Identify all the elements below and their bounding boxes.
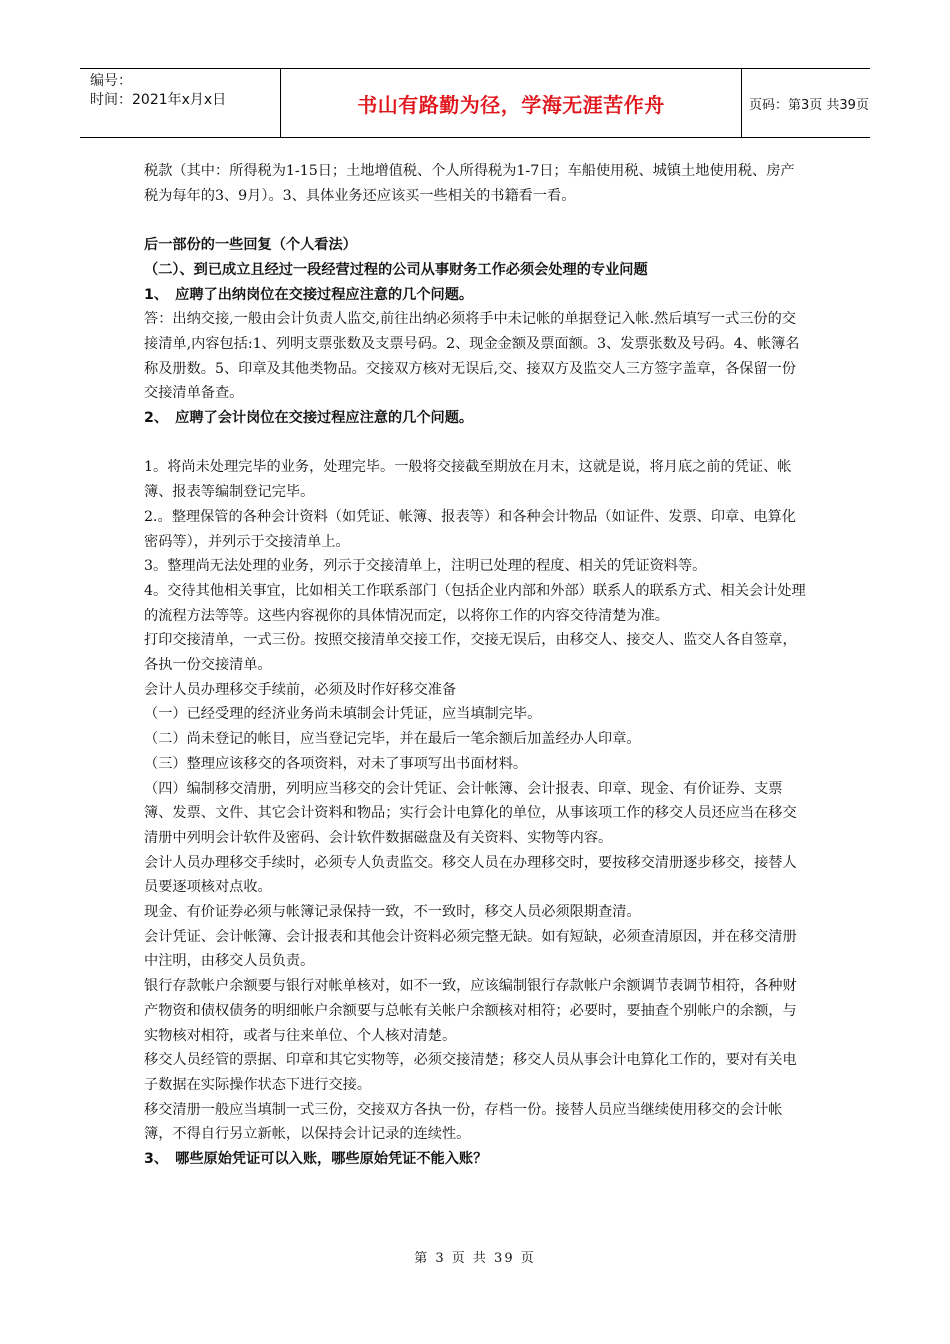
answer-paragraph: 银行存款帐户余额要与银行对帐单核对，如不一致，应该编制银行存款帐户余额调节表调节相符，各种财产物资和债权债务的明细帐户余额要与总帐有关帐户余额核对相符；必要时，要抽查个别帐户的余额，与实物核对相符，或者与往来单位、个人核对清楚。 <box>144 978 797 1044</box>
serial-label: 编号： <box>90 73 132 89</box>
intro-paragraph: 税款（其中：所得税为1-15日；土地增值税、个人所得税为1-7日；车船使用税、城镇土地使用税、房产税为每年的3、9月）。3、具体业务还应该买一些相关的书籍看一看。 <box>144 163 795 204</box>
answer-paragraph: 会计人员办理移交手续时，必须专人负责监交。移交人员在办理移交时，要按移交清册逐步移交，接替人员要逐项核对点收。 <box>144 854 797 896</box>
question-1-answer: 答：出纳交接,一般由会计负责人监交,前往出纳必须将手中未记帐的单据登记入帐.然后填写一式三份的交接清单,内容包括:1、列明支票张数及支票号码。2、现金金额及票面额。3、发票张数及号码。4、帐簿名称及册数。5、印章及其他类物品。交接双方核对无误后,交、接双方及监交人三方签字盖章，各保留一份交接清单备查。 <box>144 311 800 402</box>
answer-paragraph: 3。整理尚无法处理的业务，列示于交接清单上，注明已处理的程度、相关的凭证资料等。 <box>144 558 707 575</box>
header-motto-cell <box>280 69 742 137</box>
answer-paragraph: 会计人员办理移交手续前，必须及时作好移交准备 <box>144 681 457 698</box>
spacer <box>144 431 808 456</box>
answer-paragraph: （二）尚未登记的帐目，应当登记完毕，并在最后一笔余额后加盖经办人印章。 <box>144 731 641 748</box>
answer-paragraph: 现金、有价证券必须与帐簿记录保持一致，不一致时，移交人员必须限期查清。 <box>144 904 641 921</box>
subsection-title: （二）、到已成立且经过一段经营过程的公司从事财务工作必须会处理的专业问题 <box>144 261 648 278</box>
page-header <box>80 68 870 138</box>
document-body <box>144 159 808 1172</box>
answer-paragraph: 打印交接清单，一式三份。按照交接清单交接工作，交接无误后，由移交人、接交人、监交人各自签章，各执一份交接清单。 <box>144 632 797 674</box>
spacer <box>144 208 808 233</box>
answer-paragraph: 4。交待其他相关事宜，比如相关工作联系部门（包括企业内部和外部）联系人的联系方式、相关会计处理的流程方法等等。这些内容视你的具体情况而定，以将你工作的内容交待清楚为准。 <box>144 582 806 624</box>
answer-paragraph: （四）编制移交清册，列明应当移交的会计凭证、会计帐簿、会计报表、印章、现金、有价证券、支票簿、发票、文件、其它会计资料和物品；实行会计电算化的单位，从事该项工作的移交人员还应当在移交清册中列明会计软件及密码、会计软件数据磁盘及有关资料、实物等内容。 <box>144 780 797 846</box>
answer-paragraph: 会计凭证、会计帐簿、会计报表和其他会计资料必须完整无缺。如有短缺，必须查清原因，并在移交清册中注明，由移交人员负责。 <box>144 928 797 970</box>
date-label: 时间：2021年x月x日 <box>90 92 227 108</box>
question-2-answer <box>144 455 808 1147</box>
answer-paragraph: 移交清册一般应当填制一式三份，交接双方各执一份，存档一份。接替人员应当继续使用移交的会计帐簿，不得自行另立新帐，以保持会计记录的连续性。 <box>144 1101 783 1143</box>
header-meta <box>80 69 280 140</box>
header-motto: 书山有路勤为径，学海无涯苦作舟 <box>357 92 665 117</box>
answer-paragraph: （三）整理应该移交的各项资料，对未了事项写出书面材料。 <box>144 755 528 772</box>
answer-paragraph: 1。将尚未处理完毕的业务，处理完毕。一般将交接截至期放在月末，这就是说，将月底之前的凭证、帐簿、报表等编制登记完毕。 <box>144 459 792 501</box>
section-title: 后一部份的一些回复（个人看法） <box>144 237 357 254</box>
answer-paragraph: （一）已经受理的经济业务尚未填制会计凭证，应当填制完毕。 <box>144 706 542 723</box>
answer-paragraph: 移交人员经管的票据、印章和其它实物等，必须交接清楚；移交人员从事会计电算化工作的，要对有关电子数据在实际操作状态下进行交接。 <box>144 1052 797 1093</box>
question-2-title: 2、 应聘了会计岗位在交接过程应注意的几个问题。 <box>144 410 474 427</box>
header-page-info: 页码：第3页 共39页 <box>749 97 869 113</box>
answer-paragraph: 2.。整理保管的各种会计资料（如凭证、帐簿、报表等）和各种会计物品（如证件、发票、印章、电算化密码等），并列示于交接清单上。 <box>144 508 796 550</box>
page-footer: 第 3 页 共 39 页 <box>414 1251 536 1266</box>
question-3-title: 3、 哪些原始凭证可以入账，哪些原始凭证不能入账？ <box>144 1151 488 1168</box>
question-1-title: 1、 应聘了出纳岗位在交接过程应注意的几个问题。 <box>144 286 474 303</box>
